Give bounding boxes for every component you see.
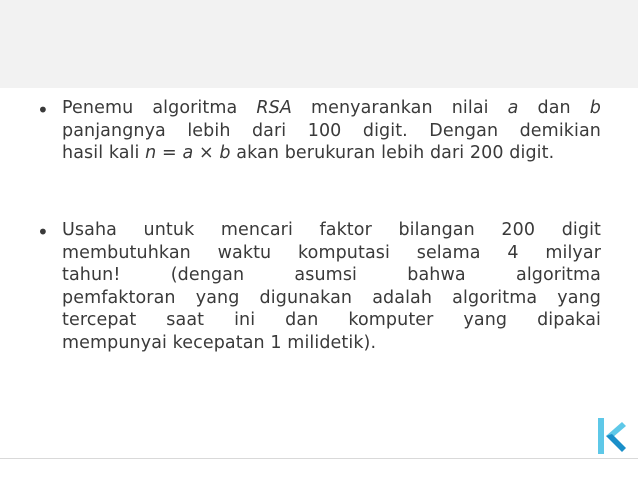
- paragraph-line: pemfaktoran yang digunakan adalah algoritma yang: [62, 287, 601, 308]
- chevron-logo-icon: [592, 416, 626, 456]
- italic-variable: b: [219, 143, 231, 163]
- paragraph-line: hasil kali n = a × b akan berukuran lebih dari 200 digit.: [62, 143, 555, 163]
- paragraph-line: tercepat saat ini dan komputer yang dipakai: [62, 310, 601, 330]
- slide-header-band: [0, 0, 638, 88]
- bullet-marker-2: •: [37, 220, 49, 244]
- paragraph-line: Penemu algoritma RSA menyarankan nilai a dan b: [62, 98, 601, 118]
- footer-divider: [0, 458, 638, 459]
- paragraph-line: Usaha untuk mencari faktor bilangan 200 digit: [62, 220, 601, 240]
- italic-variable: a: [182, 143, 194, 163]
- paragraph-line: mempunyai kecepatan 1 milidetik).: [62, 332, 377, 353]
- paragraph-line: tahun! (dengan asumsi bahwa algoritma: [62, 265, 601, 285]
- paragraph-line: panjangnya lebih dari 100 digit. Dengan demikian: [62, 120, 601, 141]
- bullet-paragraph-rsa: [62, 97, 601, 165]
- italic-variable: n: [145, 143, 157, 163]
- bullet-paragraph-factoring: [62, 219, 601, 354]
- paragraph-line: membutuhkan waktu komputasi selama 4 milyar: [62, 242, 601, 263]
- bullet-marker-1: •: [37, 98, 49, 122]
- italic-variable: a: [507, 98, 519, 118]
- italic-variable: RSA: [256, 98, 292, 118]
- italic-variable: b: [589, 98, 601, 118]
